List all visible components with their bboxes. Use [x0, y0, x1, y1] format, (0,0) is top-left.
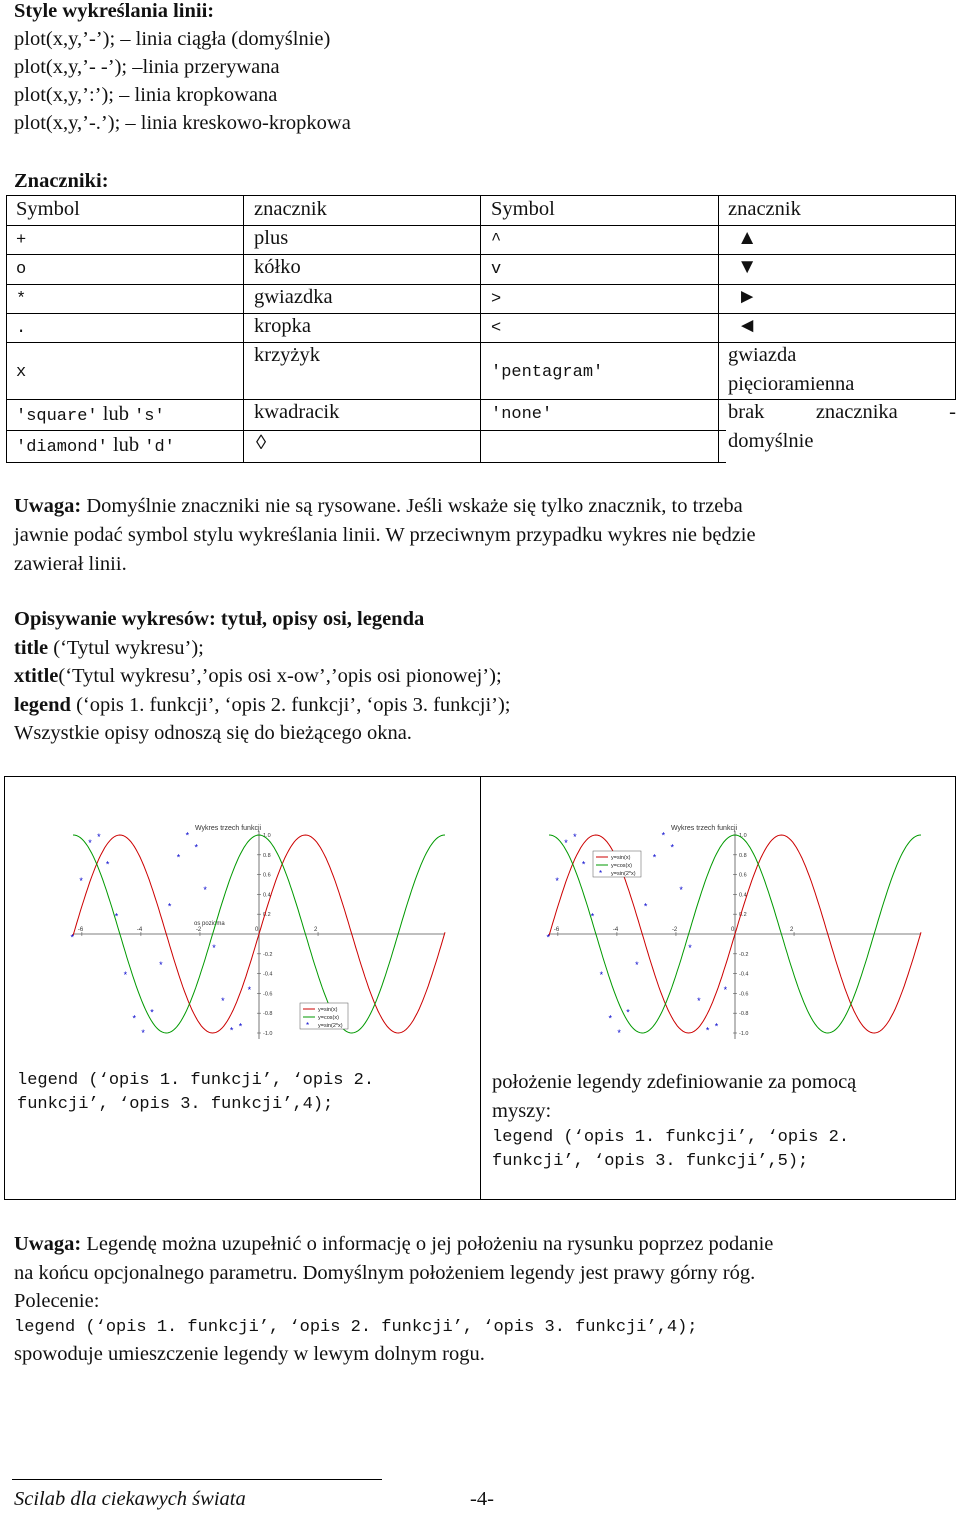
table-rule — [955, 195, 956, 400]
data-point: * — [652, 852, 657, 863]
symbol-cell: + — [16, 231, 27, 250]
x-axis-label: os pozioma — [194, 921, 225, 927]
col-header: Symbol — [491, 198, 555, 220]
y-tick-label: 1.0 — [263, 833, 271, 839]
data-point: * — [159, 959, 163, 970]
legend-label: y=sin(x) — [318, 1007, 338, 1013]
marker-cell: brak znacznika - — [728, 401, 956, 423]
note-paragraph: Uwaga: Legendę można uzupełnić o informację o jej położeniu na rysunku poprzez podanie — [14, 1233, 774, 1255]
x-tick-label: 2 — [790, 927, 794, 933]
legend-label: y=cos(x) — [318, 1015, 339, 1021]
y-tick-label: 0.8 — [263, 852, 271, 859]
col-header: znacznik — [728, 198, 801, 220]
data-point: * — [643, 901, 648, 912]
y-tick-label: 0.8 — [739, 852, 747, 859]
y-tick-label: -0.6 — [739, 991, 749, 998]
chart-title: Wykres trzech funkcji — [195, 825, 262, 832]
marker-cell: domyślnie — [728, 430, 814, 452]
marker-cell: gwiazdka — [254, 286, 333, 308]
legend-swatch: * — [599, 869, 603, 878]
data-point: * — [229, 1025, 234, 1036]
table-rule — [243, 195, 244, 463]
y-tick-label: -1.0 — [263, 1031, 273, 1037]
data-point: * — [105, 859, 110, 870]
left-caption: funkcji’, ‘opis 3. funkcji’,4); — [17, 1095, 334, 1114]
symbol-cell: < — [491, 319, 502, 338]
table-rule — [6, 225, 956, 226]
data-point: * — [599, 969, 604, 980]
x-tick-label: -2 — [671, 927, 678, 933]
table-rule — [480, 195, 481, 463]
symbol-cell: 'square' lub 's' — [16, 403, 165, 426]
markers-table — [6, 195, 956, 463]
data-point: * — [176, 852, 181, 863]
data-point: * — [688, 942, 692, 953]
symbol-cell: o — [16, 260, 27, 279]
marker-cell: kwadracik — [254, 401, 340, 423]
data-point: * — [132, 1013, 137, 1024]
x-tick-label: -4 — [612, 927, 619, 933]
col-header: Symbol — [16, 198, 80, 220]
triangle-down-icon: ▼ — [737, 256, 758, 278]
data-point: * — [679, 885, 683, 896]
data-point: * — [203, 885, 207, 896]
symbol-cell: 'pentagram' — [491, 363, 604, 382]
title-command: title (‘Tytul wykresu’); — [14, 637, 204, 659]
table-rule — [6, 342, 956, 343]
data-point: * — [221, 995, 225, 1006]
symbol-cell: ^ — [491, 231, 502, 250]
data-point: * — [212, 942, 216, 953]
triangle-right-icon: ► — [737, 286, 758, 308]
note-line: zawierał linii. — [14, 553, 127, 575]
col-header: znacznik — [254, 198, 327, 220]
right-caption-code: funkcji’, ‘opis 3. funkcji’,5); — [492, 1152, 809, 1171]
data-point: * — [581, 859, 586, 870]
y-tick-label: -0.4 — [739, 971, 749, 978]
data-point: * — [70, 932, 75, 943]
xtitle-command: xtitle(‘Tytul wykresu’,’opis osi x-ow’,’opis osi pionowej’); — [14, 665, 502, 687]
note-line: jawnie podać symbol stylu wykreślania linii. W przeciwnym przypadku wykres nie będzie — [14, 524, 756, 546]
data-point: * — [626, 1007, 630, 1018]
y-tick-label: -0.4 — [263, 971, 273, 978]
data-point: * — [670, 842, 675, 853]
x-tick-label: -2 — [195, 927, 202, 933]
y-tick-label: 0.6 — [263, 872, 271, 879]
symbol-cell: . — [16, 319, 27, 338]
marker-cell: krzyżyk — [254, 344, 321, 366]
data-point: * — [167, 901, 172, 912]
data-point: * — [635, 959, 639, 970]
figure-divider — [480, 777, 481, 1199]
note-line: Polecenie: — [14, 1290, 100, 1312]
symbol-cell: 'diamond' lub 'd' — [16, 434, 175, 457]
line-style-item: plot(x,y,’:’); – linia kropkowana — [14, 84, 278, 106]
line-style-item: plot(x,y,’-’); – linia ciągła (domyślnie) — [14, 28, 331, 50]
y-tick-label: 1.0 — [739, 833, 747, 839]
y-tick-label: -1.0 — [739, 1031, 749, 1037]
data-point: * — [79, 875, 83, 886]
data-point: * — [194, 842, 199, 853]
note-line: na końcu opcjonalnego parametru. Domyślnym położeniem legendy jest prawy górny róg. — [14, 1262, 756, 1284]
note-code: legend (‘opis 1. funkcji’, ‘opis 2. funkcji’, ‘opis 3. funkcji’,4); — [14, 1318, 698, 1337]
line-style-item: plot(x,y,’- -’); –linia przerywana — [14, 56, 280, 78]
note-paragraph: Uwaga: Domyślnie znaczniki nie są rysowane. Jeśli wskaże się tylko znacznik, to trzeba — [14, 495, 743, 517]
data-point: * — [555, 875, 559, 886]
right-caption: myszy: — [492, 1100, 552, 1122]
table-rule — [6, 284, 956, 285]
description-footer: Wszystkie opisy odnoszą się do bieżącego okna. — [14, 722, 412, 744]
y-tick-label: -0.8 — [739, 1011, 749, 1018]
figure-box — [4, 776, 956, 1200]
data-point: * — [238, 1021, 243, 1032]
chart-left — [45, 821, 455, 1047]
data-point: * — [714, 1021, 719, 1032]
page-number: -4- — [470, 1488, 494, 1510]
markers-heading: Znaczniki: — [14, 170, 109, 192]
y-tick-label: 0.2 — [263, 912, 271, 919]
x-tick-label: 0 — [255, 927, 259, 933]
legend-label: y=cos(x) — [611, 863, 632, 869]
legend-label: y=sin(2*x) — [318, 1023, 343, 1029]
x-tick-label: 2 — [314, 927, 318, 933]
footer-rule — [12, 1479, 382, 1480]
data-point: * — [697, 995, 701, 1006]
data-point: * — [97, 831, 101, 842]
triangle-up-icon: ▲ — [737, 227, 758, 249]
y-tick-label: -0.6 — [263, 991, 273, 998]
data-point: * — [564, 837, 568, 848]
table-rule — [6, 254, 956, 255]
table-rule — [6, 399, 956, 400]
table-rule — [6, 195, 7, 463]
y-tick-label: -0.8 — [263, 1011, 273, 1018]
data-point: * — [185, 830, 190, 841]
table-rule — [6, 313, 956, 314]
x-tick-label: -6 — [553, 927, 560, 933]
table-rule — [6, 462, 726, 463]
legend-command: legend (‘opis 1. funkcji’, ‘opis 2. funkcji’, ‘opis 3. funkcji’); — [14, 694, 511, 716]
data-point: * — [546, 932, 551, 943]
line-styles-heading: Style wykreślania linii: — [14, 0, 215, 22]
table-rule — [718, 195, 719, 463]
data-point: * — [141, 1027, 145, 1038]
chart-title: Wykres trzech funkcji — [671, 825, 738, 832]
table-rule — [6, 195, 956, 196]
symbol-cell: 'none' — [491, 405, 553, 424]
marker-cell: pięcioramienna — [728, 373, 855, 395]
data-point: * — [247, 984, 252, 995]
marker-cell: kropka — [254, 315, 311, 337]
symbol-cell: x — [16, 363, 27, 382]
data-point: * — [723, 984, 728, 995]
right-caption-code: legend (‘opis 1. funkcji’, ‘opis 2. — [492, 1128, 850, 1147]
data-point: * — [617, 1027, 621, 1038]
y-tick-label: -0.2 — [739, 951, 749, 958]
data-point: * — [88, 837, 92, 848]
triangle-left-icon: ◄ — [737, 315, 758, 337]
marker-cell: kółko — [254, 256, 301, 278]
data-point: * — [150, 1007, 154, 1018]
x-tick-label: -4 — [136, 927, 143, 933]
y-tick-label: -0.2 — [263, 951, 273, 958]
y-tick-label: 0.2 — [739, 912, 747, 919]
legend-label: y=sin(2*x) — [611, 871, 636, 877]
y-tick-label: 0.4 — [263, 892, 271, 899]
line-style-item: plot(x,y,’-.’); – linia kreskowo-kropkowa — [14, 112, 351, 134]
footer-title: Scilab dla ciekawych świata — [14, 1488, 246, 1510]
y-tick-label: 0.6 — [739, 872, 747, 879]
data-point: * — [608, 1013, 613, 1024]
right-caption: położenie legendy zdefiniowanie za pomocą — [492, 1071, 857, 1093]
x-tick-label: -6 — [77, 927, 84, 933]
table-rule — [6, 430, 726, 431]
data-point: * — [573, 831, 577, 842]
data-point: * — [705, 1025, 710, 1036]
chart-right — [521, 821, 931, 1047]
legend-swatch: * — [306, 1021, 310, 1030]
symbol-cell: v — [491, 260, 502, 279]
symbol-cell: > — [491, 290, 502, 309]
marker-cell: plus — [254, 227, 289, 249]
data-point: * — [114, 911, 119, 922]
marker-cell: gwiazda — [728, 344, 797, 366]
y-tick-label: 0.4 — [739, 892, 747, 899]
data-point: * — [123, 969, 128, 980]
legend-label: y=sin(x) — [611, 855, 631, 861]
symbol-cell: * — [16, 290, 27, 309]
left-caption: legend (‘opis 1. funkcji’, ‘opis 2. — [17, 1071, 375, 1090]
note-line: spowoduje umieszczenie legendy w lewym dolnym rogu. — [14, 1343, 485, 1365]
diamond-icon: ◊ — [256, 432, 267, 454]
data-point: * — [661, 830, 666, 841]
data-point: * — [590, 911, 595, 922]
x-tick-label: 0 — [731, 927, 735, 933]
description-heading: Opisywanie wykresów: tytuł, opisy osi, legenda — [14, 608, 425, 630]
